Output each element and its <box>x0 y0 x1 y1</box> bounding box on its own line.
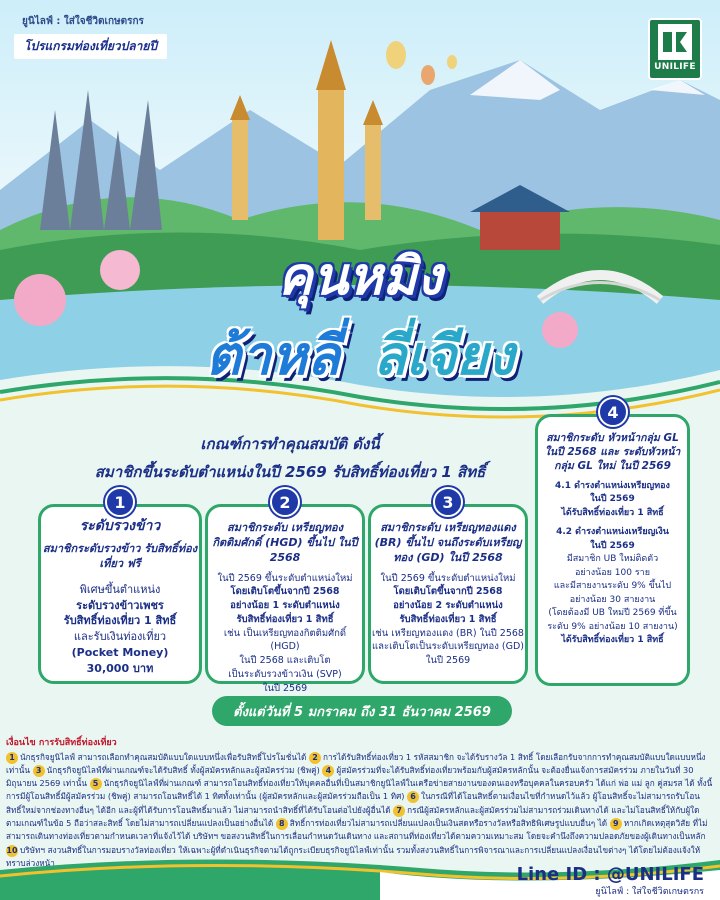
condition-text: กรณีผู้สมัครหลักและผู้สมัครร่วมไม่สามารถร่วมเดินทางได้ และไม่โอนสิทธิ์ให้กับผู้ใดตามเกณฑ์ในข้อ 5 ถือว่าสละสิทธิ์ โดยไม่สามารถเปลี่ยนแปลงเป็นอย่างอื่นได้ <box>6 804 700 828</box>
card-line: อย่างน้อย 2 ระดับตำแหน่ง <box>393 600 503 612</box>
card-line: เช่น เป็นเหรียญทองกิตติมศักดิ์ (HGD) <box>223 627 347 653</box>
condition-number: 6 <box>407 791 419 803</box>
title-line-two <box>0 312 720 398</box>
section-heading: 4.2 ดำรงตำแหน่งเหรียญเงิน <box>556 527 669 538</box>
condition-text: นักธุรกิจยูนิไลฟ์ สามารถเลือกทำคุณสมบัติแบบใดแบบหนึ่งเพื่อรับสิทธิ์โปรโมชั่นได้ <box>20 751 307 762</box>
criteria-card-1 <box>38 492 202 684</box>
card-title: สมาชิกระดับ เหรียญทองแดง (BR) ขึ้นไป จนถึงระดับเหรียญทอง (GD) ในปี 2568 <box>374 521 522 564</box>
condition-number: 3 <box>33 765 45 777</box>
brand-tagline: ยูนิไลฟ์ : ใส่ใจชีวิตเกษตรกร <box>22 16 144 27</box>
logo-wordmark: UNILIFE <box>654 62 696 72</box>
card-line: (Pocket Money) <box>71 646 169 660</box>
date-range-banner: ตั้งแต่วันที่ 5 มกราคม ถึง 31 ธันวาคม 2569 <box>212 696 512 726</box>
program-title: โปรแกรมท่องเที่ยวปลายปี <box>14 34 167 59</box>
card-title: สมาชิกระดับ เหรียญทองกิตติมศักดิ์ (HGD) ขึ้นไป ในปี 2568 <box>212 521 358 564</box>
condition-number: 7 <box>393 805 405 817</box>
condition-text: ในกรณีที่ได้โอนสิทธิ์ตามเงื่อนไขที่กำหนดไว้แล้ว ผู้โอนสิทธิ์จะไม่สามารถรับโอนสิทธิ์ใหม่จากช่องทางอื่นๆ ได้อีก และผู้ที่ได้รับการโอนสิทธิ์มาแล้ว ไม่สามารถนำสิทธิ์ที่ได้รับโอนต่อไปยังผู้อื่นได้ <box>6 791 700 815</box>
card-section-4-2 <box>538 526 687 648</box>
card-line: ในปี 2568 และเติบโต <box>239 655 331 667</box>
condition-text: สิทธิ์การท่องเที่ยวไม่สามารถเปลี่ยนแปลงเป็นเงินสดหรือรางวัลหรือสิทธิพิเศษรูปแบบอื่นๆ ได้ <box>289 817 608 828</box>
condition-number: 1 <box>6 752 18 764</box>
condition-text: ผู้สมัครร่วมที่จะได้รับสิทธิ์ท่องเที่ยวพร้อมกับผู้สมัครหลักนั้น จะต้องยื่นแจ้งการสมัครร่วม ภายในวันที่ 30 มิถุนายน 2569 เท่านั้น <box>6 764 694 789</box>
card-line: ในปี 2569 <box>590 494 635 505</box>
section-heading: 4.1 ดำรงตำแหน่งเหรียญทอง <box>555 480 670 491</box>
card-number-badge: 3 <box>433 487 463 517</box>
criteria-line-2: สมาชิกขึ้นระดับตำแหน่งในปี 2569 รับสิทธิ์ท่องเที่ยว 1 สิทธิ์ <box>94 463 486 481</box>
condition-number: 4 <box>322 765 334 777</box>
criteria-line-1: เกณฑ์การทำคุณสมบัติ ดังนี้ <box>200 435 380 453</box>
card-number-badge: 1 <box>105 487 135 517</box>
unilife-mark-icon <box>658 24 692 60</box>
card-line: รับสิทธิ์ท่องเที่ยว 1 สิทธิ์ <box>236 613 334 625</box>
card-line: และรับเงินท่องเที่ยว <box>73 630 167 644</box>
card-number-badge: 4 <box>598 397 628 427</box>
card-line: เป็นระดับรวงข้าวเงิน (SVP) <box>228 668 342 680</box>
card-line: มีสมาชิก UB ใหม่ติดตัว <box>566 554 659 565</box>
card-line: โดยเติบโตขึ้นจากปี 2568 <box>393 586 503 598</box>
card-line: อย่างน้อย 100 ราย <box>574 567 651 578</box>
criteria-heading <box>30 432 550 484</box>
card-line: ในปี 2569 ขึ้นระดับตำแหน่งใหม่ <box>217 572 353 584</box>
condition-text: การได้รับสิทธิ์ท่องเที่ยว 1 รหัสสมาชิก จะได้รับรางวัล 1 สิทธิ์ โดยเลือกรับจากการทำคุณสมบัติแบบใดแบบหนึ่งเท่านั้น <box>6 751 706 775</box>
card-line: 30,000 บาท <box>86 662 154 676</box>
card-line: ในปี 2569 <box>590 540 635 551</box>
title-dali: ต้าหลี่ <box>205 324 340 387</box>
card-line: อย่างน้อย 30 สายงาน <box>569 594 656 605</box>
condition-number: 9 <box>610 818 622 830</box>
card-line: ในปี 2569 <box>425 655 471 667</box>
criteria-card-2 <box>205 492 365 694</box>
condition-text: หากเกิดเหตุสุดวิสัย ที่ไม่สามารถเดินทางท่องเที่ยวตามกำหนดเวลาที่แจ้งไว้ได้ บริษัทฯ ขอสงวนสิทธิ์ในการเลื่อนกำหนดวันเดินทาง และสถานที่ท่องเที่ยวได้ตามความเหมาะสม โดยจะคำนึงถึงความปลอดภัยของผู้เดินทางเป็นหลัก <box>6 817 708 842</box>
line-id-contact[interactable]: Line ID : @UNILIFE <box>516 864 704 885</box>
card-line: รับสิทธิ์ท่องเที่ยว 1 สิทธิ์ <box>63 614 177 628</box>
card-line: และเติบโตเป็นระดับเหรียญทอง (GD) <box>372 641 524 653</box>
card-line: ระดับ 9% อย่างน้อย 10 สายงาน) <box>547 621 678 632</box>
footer-tagline: ยูนิไลฟ์ : ใส่ใจชีวิตเกษตรกร <box>595 887 704 897</box>
card-line: ในปี 2569 <box>262 682 308 694</box>
condition-number: 5 <box>90 778 102 790</box>
unilife-logo <box>648 18 702 80</box>
card-subtitle: สมาชิกระดับรวงข้าว รับสิทธิ์ท่องเที่ยว ฟรี <box>42 541 198 570</box>
card-line: โดยเติบโตขึ้นจากปี 2568 <box>230 586 340 598</box>
title-kunming: คุนหมิง <box>277 247 443 307</box>
hero-banner <box>0 0 720 430</box>
card-line: ได้รับสิทธิ์ท่องเที่ยว 1 สิทธิ์ <box>561 635 664 646</box>
card-line: พิเศษขึ้นตำแหน่ง <box>79 582 161 596</box>
condition-text: นักธุรกิจยูนิไลฟ์ที่ผ่านเกณฑ์ สามารถโอนสิทธิ์ท่องเที่ยวให้บุคคลอื่นที่เป็นสมาชิกยูนิไลฟ์ในเครือข่ายสายงานของตนเองหรือบุคคลในครอบครัว ได้แก่ พ่อ แม่ ลูก คู่สมรส ได้ ทั้งนี้การมีผู้โอนสิทธิ์มีผู้สมัครร่วม (ชิพคู่) สามารถโอนสิทธิ์ได้ 1 ทิศทั้งเท่านั้น (ผู้สมัครหลักและผู้สมัครร่วมถือเป็น 1 ทิศ) <box>6 778 713 802</box>
title-lijiang: ลี่เจียง <box>372 324 515 387</box>
conditions-heading: เงื่อนไข การรับสิทธิ์ท่องเที่ยว <box>6 738 117 748</box>
card-title: สมาชิกระดับ หัวหน้ากลุ่ม GL ในปี 2568 และ ระดับหัวหน้ากลุ่ม GL ใหม่ ในปี 2569 <box>544 432 681 473</box>
condition-number: 10 <box>6 845 18 855</box>
card-line: ได้รับสิทธิ์ท่องเที่ยว 1 สิทธิ์ <box>561 507 664 518</box>
card-line: เช่น เหรียญทองแดง (BR) ในปี 2568 <box>372 627 524 639</box>
card-title: ระดับรวงข้าว <box>79 518 161 534</box>
card-line: รับสิทธิ์ท่องเที่ยว 1 สิทธิ์ <box>399 613 497 625</box>
condition-text: นักธุรกิจยูนิไลฟ์ที่ผ่านเกณฑ์จะได้รับสิทธิ์ ทั้งผู้สมัครหลักและผู้สมัครร่วม (ชิพคู่) <box>46 764 320 775</box>
card-line: และมีสายงานระดับ 9% ขึ้นไป <box>553 581 672 592</box>
criteria-card-4 <box>535 402 690 686</box>
criteria-card-3 <box>368 492 528 684</box>
card-line: ระดับรวงข้าวเพชร <box>76 598 164 612</box>
card-section-4-1 <box>538 480 687 521</box>
condition-number: 8 <box>276 818 288 830</box>
condition-text: บริษัทฯ สงวนสิทธิ์ในการมอบรางวัลท่องเที่ยว ให้เฉพาะผู้ที่ดำเนินธุรกิจตามได้ถูกระเบียบธุรกิจยูนิไลฟ์เท่านั้น รวมทั้งสงวนสิทธิ์ในการพิจารณาและการเปลี่ยนแปลงเงื่อนไขต่างๆ ได้โดยไม่ต้องแจ้งให้ทราบล่วงหน้า <box>6 844 701 868</box>
card-number-badge: 2 <box>270 487 300 517</box>
card-line: อย่างน้อย 1 ระดับตำแหน่ง <box>230 600 340 612</box>
condition-number: 2 <box>309 752 321 764</box>
card-line: (โดยต้องมี UB ใหม่ปี 2569 ที่ขึ้น <box>548 608 677 619</box>
card-line: ในปี 2569 ขึ้นระดับตำแหน่งใหม่ <box>380 572 516 584</box>
